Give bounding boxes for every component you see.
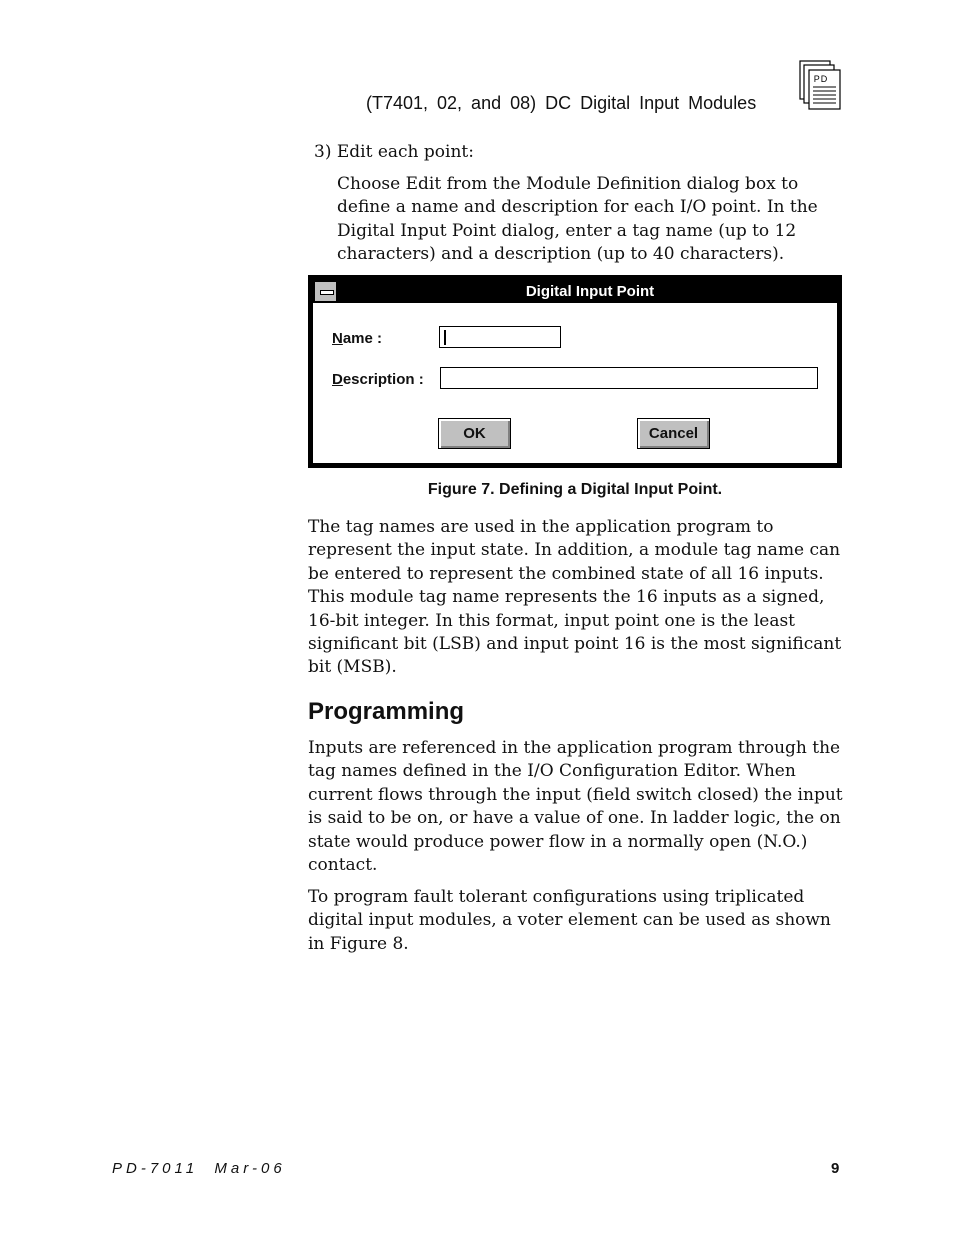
text-line: This module tag name represents the 16 inputs as a signed, [308, 587, 825, 608]
cancel-button[interactable]: Cancel [637, 418, 710, 449]
dialog-client-area [313, 280, 837, 463]
ok-button[interactable]: OK [438, 418, 511, 449]
running-header-title: (T7401, 02, and 08) DC Digital Input Modules [366, 93, 757, 113]
text-line: digital input modules, a voter element can be used as shown [308, 910, 831, 931]
text-line: tag names defined in the I/O Configuration Editor. When [308, 761, 796, 782]
step-description [337, 173, 837, 267]
text-line: represent the input state. In addition, a module tag name can [308, 540, 841, 561]
section-heading: Programming [308, 698, 465, 725]
name-label-text: ame : [342, 330, 383, 347]
paragraph-fault-tolerant [308, 886, 848, 956]
footer-doc-id: PD-7011 Mar-06 [112, 1160, 286, 1177]
description-input[interactable] [440, 367, 818, 389]
text-line: characters) and a description (up to 40 characters). [337, 244, 785, 265]
dialog-title: Digital Input Point [525, 283, 655, 300]
text-line: Digital Input Point dialog, enter a tag name (up to 12 [337, 220, 797, 241]
text-line: in Figure 8. [308, 933, 409, 954]
text-line: 16-bit integer. In this format, input point one is the least [308, 610, 796, 631]
text-line: be entered to represent the combined state of all 16 inputs. [308, 563, 824, 584]
text-caret [444, 330, 446, 345]
text-line: current flows through the input (field switch closed) the input [308, 784, 843, 805]
pd-logo-text: PD [813, 74, 829, 84]
paragraph-tag-names [308, 516, 848, 680]
text-line: state would produce power flow in a normally open (N.O.) [308, 831, 808, 852]
name-label [332, 330, 382, 347]
text-line: Inputs are referenced in the application program through the [308, 738, 841, 758]
text-line: significant bit (LSB) and input point 16 is the most significant [308, 634, 842, 655]
description-label-text: escription : [342, 371, 424, 388]
text-line: contact. [308, 855, 378, 876]
text-line: define a name and description for each I/O point. In the [337, 197, 818, 218]
dialog-title-bar[interactable] [313, 280, 837, 303]
name-input[interactable] [439, 326, 561, 348]
digital-input-point-dialog [308, 275, 842, 468]
paragraph-inputs [308, 737, 848, 877]
text-line: To program fault tolerant configurations using triplicated [308, 887, 805, 907]
name-label-accelerator: N [332, 330, 343, 347]
page-number: 9 [831, 1160, 840, 1177]
text-line: The tag names are used in the application program to [308, 517, 774, 537]
pd-document-icon [799, 60, 841, 110]
step-label: 3) Edit each point: [314, 142, 474, 162]
text-line: is said to be on, or have a value of one. In ladder logic, the on [308, 808, 841, 829]
text-line: bit (MSB). [308, 657, 397, 678]
description-label-accelerator: D [332, 371, 343, 388]
description-label [332, 371, 424, 388]
text-line: Choose Edit from the Module Definition dialog box to [337, 174, 799, 194]
figure-caption: Figure 7. Defining a Digital Input Point. [427, 481, 723, 498]
